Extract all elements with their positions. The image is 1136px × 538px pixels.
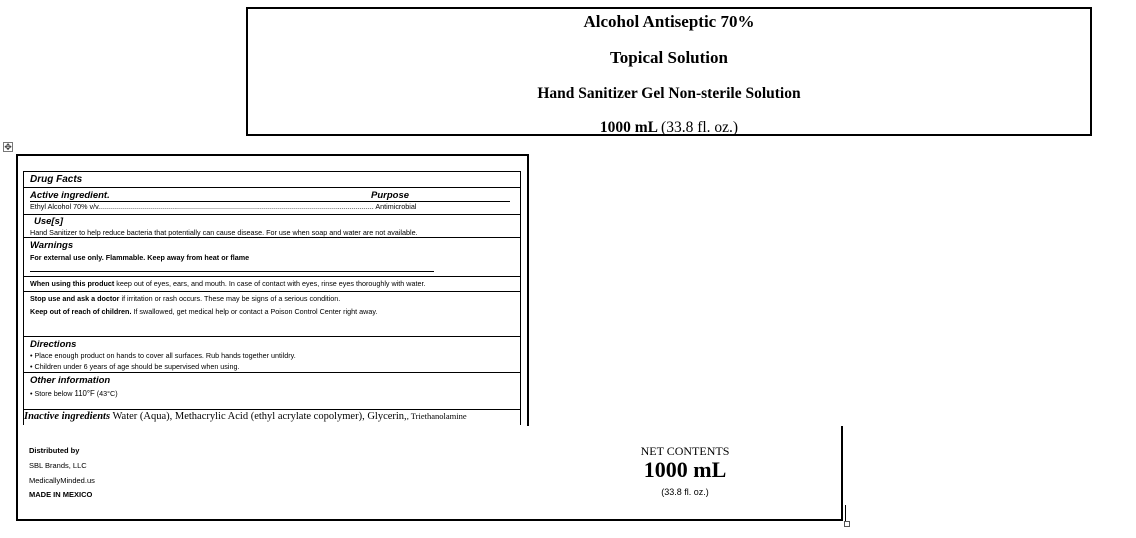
label-frame-right-upper (527, 154, 529, 426)
other-info-row (23, 372, 521, 410)
inactive-text: Water (Aqua), Methacrylic Acid (ethyl acrylate copolymer), Glycerin, (110, 411, 407, 422)
warnings-text: For external use only. Flammable. Keep away from heat or flame (30, 253, 250, 262)
net-contents-label: NET CONTENTS (640, 444, 730, 458)
label-frame-left (16, 154, 18, 521)
warnings-row (23, 237, 521, 277)
distributed-by-label: Distributed by (29, 446, 80, 455)
origin-text: MADE IN MEXICO (29, 490, 93, 499)
uses-text: Hand Sanitizer to help reduce bacteria that potentially can cause disease. For use when soap and water are not available. (30, 228, 418, 237)
purpose-heading: Purpose (371, 190, 410, 201)
warnings-rule (30, 271, 434, 272)
keep-out-body: If swallowed, get medical help or contact a Poison Control Center right away. (131, 307, 378, 316)
stop-use-row (23, 291, 521, 337)
facts-title-row (23, 171, 521, 188)
volume-oz: (33.8 fl. oz.) (661, 119, 739, 136)
warnings-heading: Warnings (30, 240, 74, 251)
stop-use-body: if irritation or rash occurs. These may be signs of a serious condition. (119, 294, 341, 303)
keep-out-text (30, 307, 377, 316)
net-contents-block (585, 444, 785, 504)
label-frame-bottom (16, 519, 843, 521)
label-frame-cursor (845, 505, 846, 521)
directions-heading: Directions (30, 339, 77, 350)
distributor-website: MedicallyMinded.us (29, 476, 95, 485)
directions-item: • Place enough product on hands to cover all surfaces. Rub hands together untildry. (30, 351, 296, 360)
keep-out-label: Keep out of reach of children. (30, 307, 132, 316)
inactive-ingredients (24, 411, 467, 422)
other-info-heading: Other information (30, 375, 111, 386)
volume-ml: 1000 mL (599, 119, 658, 136)
distributor-block (29, 444, 229, 504)
store-temp-c: (43°C) (94, 389, 118, 398)
drug-facts-panel (23, 171, 521, 425)
product-subtitle: Topical Solution (610, 48, 728, 67)
table-move-handle-icon[interactable]: ✥ (4, 143, 12, 153)
when-using-label: When using this product (30, 279, 115, 288)
when-using-row (23, 276, 521, 292)
net-contents-amount: 1000 mL (643, 457, 727, 482)
label-frame-top (16, 154, 529, 156)
active-heading: Active ingredient. (30, 190, 110, 201)
stop-use-label: Stop use and ask a doctor (30, 294, 120, 303)
net-contents-oz: (33.8 fl. oz.) (661, 487, 709, 497)
other-info-text (30, 389, 118, 398)
product-title-box (246, 7, 1092, 136)
stop-use-text (30, 294, 340, 303)
directions-item: • Children under 6 years of age should be supervised when using. (30, 362, 240, 371)
inactive-heading: Inactive ingredients (24, 411, 111, 422)
inactive-tail: , Triethanolamine (406, 411, 467, 421)
product-volume (248, 119, 1090, 137)
product-description: Hand Sanitizer Gel Non-sterile Solution (537, 85, 801, 102)
uses-row (23, 214, 521, 238)
inactive-row (23, 409, 521, 425)
when-using-text (30, 279, 425, 288)
active-ingredient-line: Ethyl Alcohol 70% v/v.......................................................................................................................................... Antimicrobial (30, 202, 417, 211)
product-title: Alcohol Antiseptic 70% (583, 12, 755, 31)
facts-title: Drug Facts (30, 174, 83, 185)
uses-heading: Use[s] (34, 216, 64, 227)
when-using-body: keep out of eyes, ears, and mouth. In case of contact with eyes, rinse eyes thoroughly with water. (114, 279, 426, 288)
directions-row (23, 336, 521, 373)
label-frame-right-lower (841, 426, 843, 521)
active-ingredient-row (23, 187, 521, 215)
store-below-text: • Store below (30, 389, 75, 398)
resize-handle[interactable] (844, 521, 850, 527)
store-temp-f: 110°F (74, 389, 95, 398)
distributor-company: SBL Brands, LLC (29, 461, 87, 470)
